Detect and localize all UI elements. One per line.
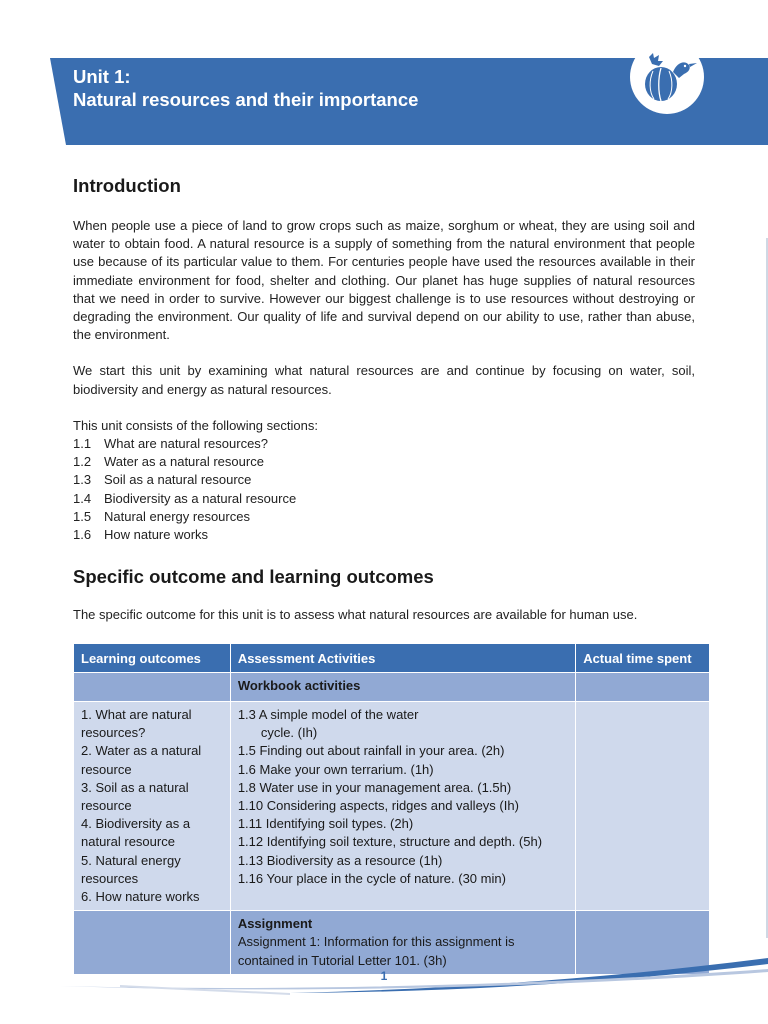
outcomes-table (73, 643, 710, 975)
activity-item-continued: cycle. (Ih) (260, 725, 318, 741)
activities-cell (230, 702, 575, 911)
learning-outcome-item: 6. How nature works (81, 889, 200, 905)
activity-item: 1.8 Water use in your management area. (1.5h) (237, 779, 512, 795)
unit-name: Natural resources and their importance (73, 89, 419, 110)
activity-item: 1.11 Identifying soil types. (2h) (237, 816, 414, 832)
intro-paragraph-2: We start this unit by examining what natural resources are and continue by focusing on water, soil, biodiversity and energy as natural resources. (73, 363, 695, 397)
column-header: Learning outcomes (74, 644, 231, 673)
introduction-heading: Introduction (73, 175, 181, 196)
table-row (74, 702, 710, 911)
learning-outcome-item: 1. What are natural resources? (81, 707, 192, 741)
assignment-label: Assignment (237, 916, 313, 932)
unit-label: Unit 1: (73, 66, 131, 87)
activity-item: 1.6 Make your own terrarium. (1h) (237, 761, 434, 777)
table-header-row (74, 644, 710, 673)
sections-intro: This unit consists of the following sections: (73, 417, 318, 433)
learning-outcome-item: 2. Water as a natural resource (81, 743, 202, 777)
sections-list (73, 435, 695, 544)
assignment-text: Assignment 1: Information for this assignment is contained in Tutorial Letter 101. (3h) (237, 934, 515, 968)
learning-outcomes-cell (74, 702, 231, 911)
section-item: 1.4 Biodiversity as a natural resource (73, 490, 297, 506)
activity-item: 1.3 A simple model of the water (237, 707, 419, 722)
section-item: 1.1 What are natural resources? (73, 436, 269, 452)
pumpkin-bird-logo-icon (627, 40, 707, 114)
activity-item: 1.12 Identifying soil texture, structure and depth. (5h) (237, 834, 543, 850)
table-row (74, 673, 710, 702)
section-item: 1.6 How nature works (73, 527, 209, 543)
column-header: Actual time spent (576, 644, 710, 673)
section-item: 1.3 Soil as a natural resource (73, 472, 252, 488)
outcomes-paragraph: The specific outcome for this unit is to assess what natural resources are available for human use. (73, 607, 638, 623)
activity-item: 1.5 Finding out about rainfall in your area. (2h) (237, 743, 505, 759)
column-header: Assessment Activities (230, 644, 575, 673)
workbook-label: Workbook activities (230, 673, 575, 702)
learning-outcome-item: 5. Natural energy resources (81, 852, 181, 886)
section-item: 1.5 Natural energy resources (73, 508, 250, 524)
unit-title (73, 65, 418, 111)
main-content (73, 175, 695, 624)
time-spent-cell (576, 702, 710, 911)
learning-outcome-item: 3. Soil as a natural resource (81, 779, 189, 814)
activity-item: 1.10 Considering aspects, ridges and valleys (Ih) (237, 798, 519, 814)
activity-item: 1.13 Biodiversity as a resource (1h) (237, 852, 443, 868)
page-number: 1 (380, 969, 388, 983)
intro-paragraph-1: When people use a piece of land to grow crops such as maize, sorghum or wheat, they are using soil and water to obtain food. A natural resource is a supply of something from the natural environment that people use because of its particular value to them. For centuries people have used the resources available in their immediate environment for food, shelter and clothing. Our planet has huge supplies of natural resources that we need in order to survive. However our biggest challenge is to use resources without destroying or degrading the environment. Our quality of life and survival depend on our ability to use, rather than abuse, the environment. (73, 218, 695, 343)
activity-item: 1.16 Your place in the cycle of nature. (30 min) (237, 870, 506, 886)
section-item: 1.2 Water as a natural resource (73, 454, 264, 470)
outcomes-heading: Specific outcome and learning outcomes (73, 566, 434, 588)
learning-outcome-item: 4. Biodiversity as a natural resource (81, 816, 191, 850)
table-cell (74, 673, 231, 702)
table-cell (576, 673, 710, 702)
